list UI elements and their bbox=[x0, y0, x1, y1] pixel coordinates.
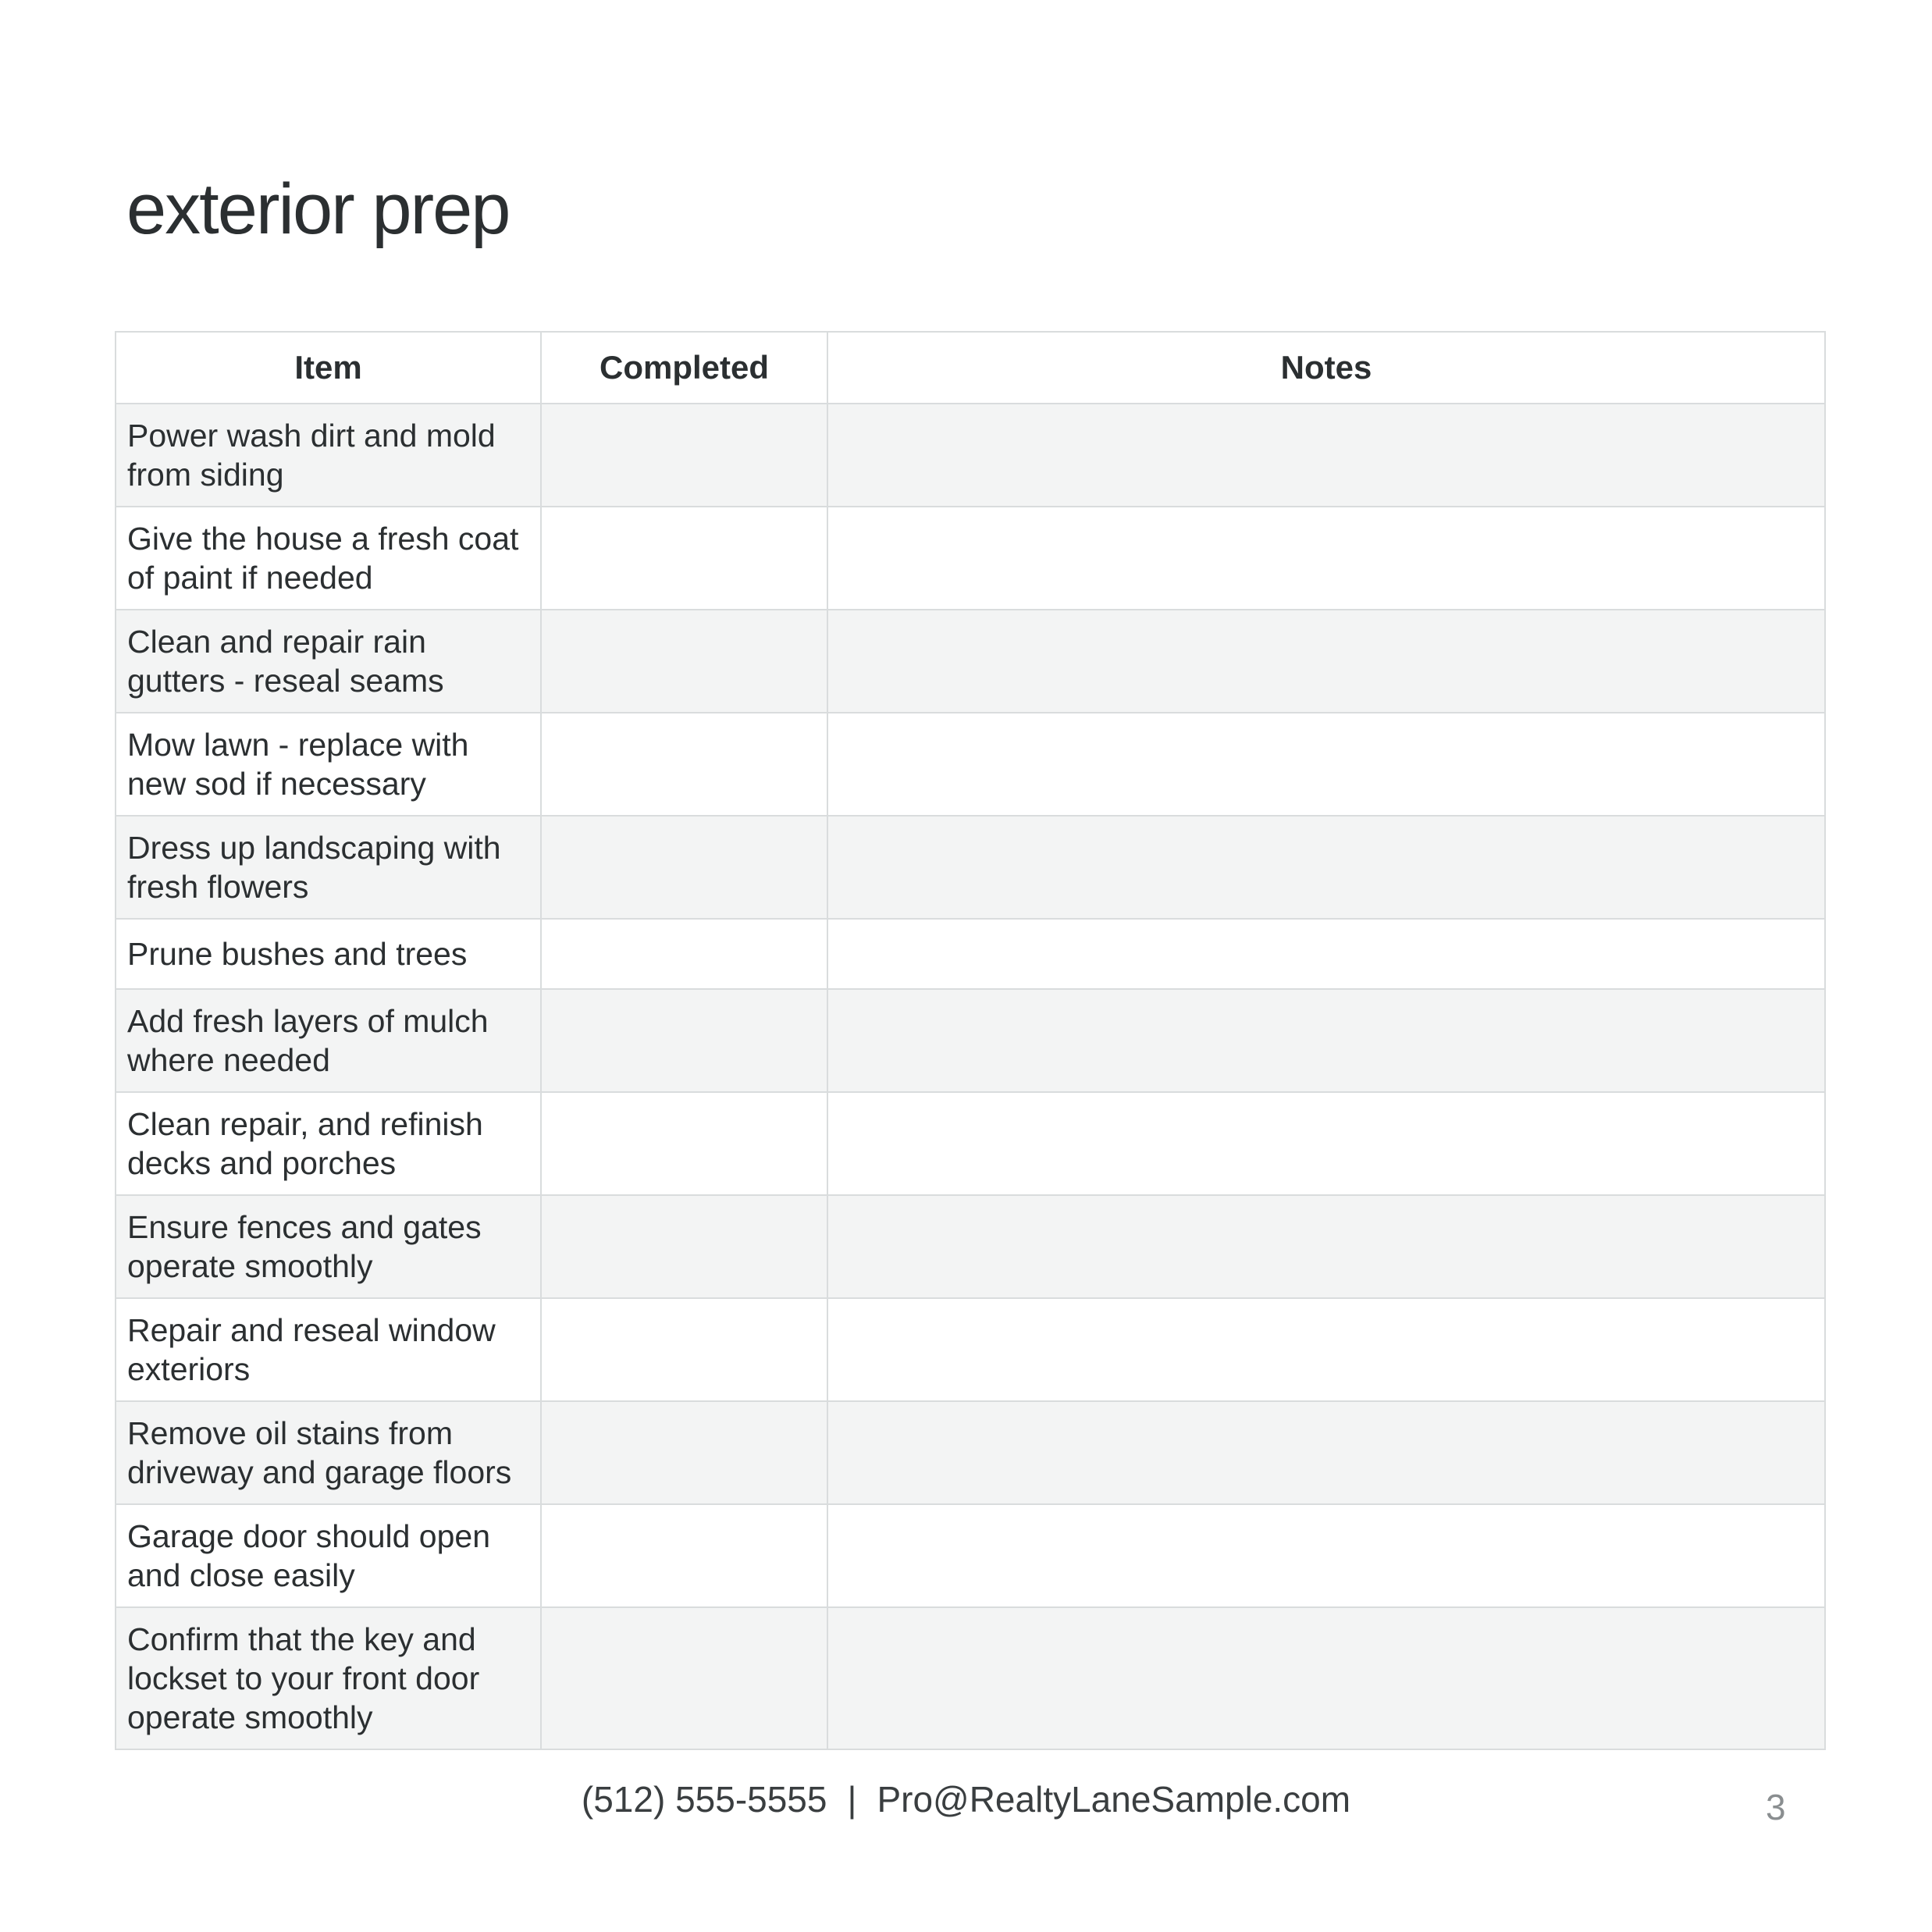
completed-cell[interactable] bbox=[541, 713, 827, 816]
notes-cell[interactable] bbox=[827, 919, 1825, 989]
completed-cell[interactable] bbox=[541, 989, 827, 1092]
table-row bbox=[116, 919, 1825, 989]
item-cell: Ensure fences and gates operate smoothly bbox=[116, 1195, 541, 1298]
notes-cell[interactable] bbox=[827, 1298, 1825, 1401]
table-row bbox=[116, 816, 1825, 919]
completed-cell[interactable] bbox=[541, 919, 827, 989]
table-row bbox=[116, 1298, 1825, 1401]
item-cell: Confirm that the key and lockset to your front door operate smoothly bbox=[116, 1607, 541, 1749]
column-header-item: Item bbox=[116, 332, 541, 404]
notes-cell[interactable] bbox=[827, 1607, 1825, 1749]
table-row bbox=[116, 1607, 1825, 1749]
completed-cell[interactable] bbox=[541, 610, 827, 713]
notes-cell[interactable] bbox=[827, 989, 1825, 1092]
item-cell: Remove oil stains from driveway and garage floors bbox=[116, 1401, 541, 1504]
notes-cell[interactable] bbox=[827, 816, 1825, 919]
completed-cell[interactable] bbox=[541, 1401, 827, 1504]
item-cell: Power wash dirt and mold from siding bbox=[116, 404, 541, 507]
completed-cell[interactable] bbox=[541, 507, 827, 610]
notes-cell[interactable] bbox=[827, 404, 1825, 507]
item-cell: Repair and reseal window exteriors bbox=[116, 1298, 541, 1401]
completed-cell[interactable] bbox=[541, 1607, 827, 1749]
page-title: exterior prep bbox=[126, 169, 510, 249]
notes-cell[interactable] bbox=[827, 1195, 1825, 1298]
notes-cell[interactable] bbox=[827, 1401, 1825, 1504]
notes-cell[interactable] bbox=[827, 713, 1825, 816]
completed-cell[interactable] bbox=[541, 404, 827, 507]
footer-contact bbox=[0, 1779, 1932, 1820]
item-cell: Add fresh layers of mulch where needed bbox=[116, 989, 541, 1092]
page-number: 3 bbox=[1766, 1787, 1786, 1827]
notes-cell[interactable] bbox=[827, 610, 1825, 713]
table-row bbox=[116, 404, 1825, 507]
column-header-notes: Notes bbox=[827, 332, 1825, 404]
completed-cell[interactable] bbox=[541, 1092, 827, 1195]
footer-separator: | bbox=[847, 1779, 857, 1820]
table-header-row bbox=[116, 332, 1825, 404]
notes-cell[interactable] bbox=[827, 507, 1825, 610]
notes-cell[interactable] bbox=[827, 1092, 1825, 1195]
table-row bbox=[116, 1092, 1825, 1195]
table-row bbox=[116, 1195, 1825, 1298]
item-cell: Garage door should open and close easily bbox=[116, 1504, 541, 1607]
table-row bbox=[116, 1504, 1825, 1607]
table-row bbox=[116, 713, 1825, 816]
column-header-completed: Completed bbox=[541, 332, 827, 404]
item-cell: Give the house a fresh coat of paint if needed bbox=[116, 507, 541, 610]
footer-phone[interactable]: (512) 555-5555 bbox=[581, 1779, 827, 1820]
completed-cell[interactable] bbox=[541, 816, 827, 919]
item-cell: Prune bushes and trees bbox=[116, 919, 541, 989]
table-row bbox=[116, 507, 1825, 610]
completed-cell[interactable] bbox=[541, 1195, 827, 1298]
checklist-table bbox=[115, 331, 1826, 1750]
item-cell: Mow lawn - replace with new sod if necessary bbox=[116, 713, 541, 816]
item-cell: Clean repair, and refinish decks and porches bbox=[116, 1092, 541, 1195]
table-row bbox=[116, 989, 1825, 1092]
completed-cell[interactable] bbox=[541, 1298, 827, 1401]
footer-email[interactable]: Pro@RealtyLaneSample.com bbox=[877, 1779, 1351, 1820]
notes-cell[interactable] bbox=[827, 1504, 1825, 1607]
table-row bbox=[116, 610, 1825, 713]
completed-cell[interactable] bbox=[541, 1504, 827, 1607]
table-row bbox=[116, 1401, 1825, 1504]
item-cell: Dress up landscaping with fresh flowers bbox=[116, 816, 541, 919]
item-cell: Clean and repair rain gutters - reseal seams bbox=[116, 610, 541, 713]
